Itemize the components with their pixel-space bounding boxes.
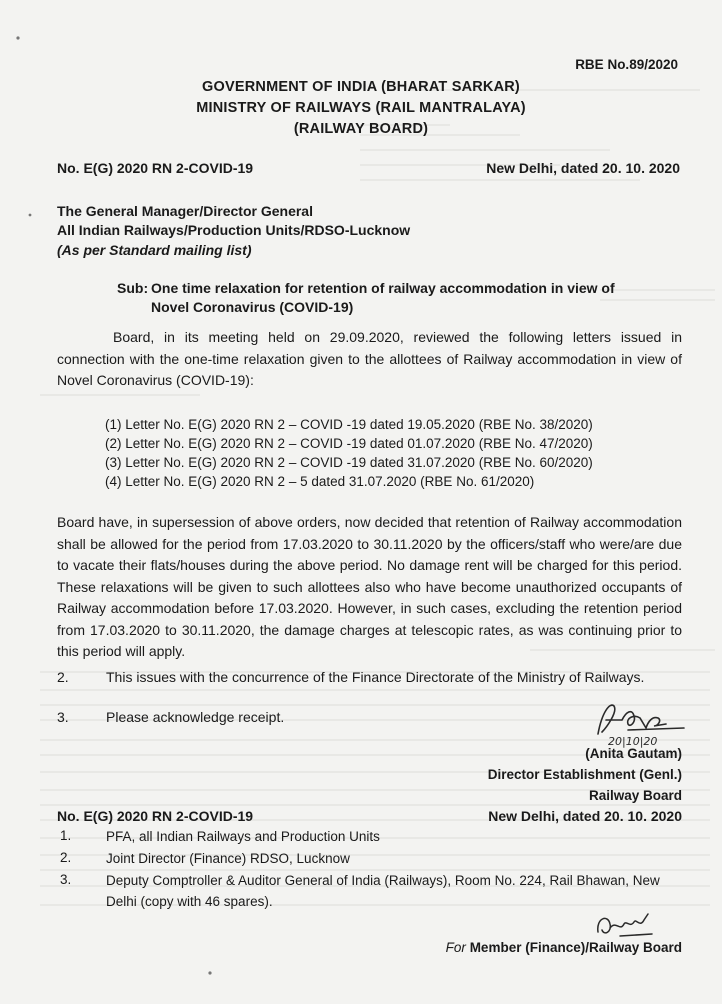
footer-for-label: For: [445, 940, 466, 955]
point-3-text: Please acknowledge receipt.: [106, 709, 285, 725]
header-government: GOVERNMENT OF INDIA (BHARAT SARKAR): [202, 79, 520, 95]
header-ministry: MINISTRY OF RAILWAYS (RAIL MANTRALAYA): [196, 100, 526, 116]
copy-date: New Delhi, dated 20. 10. 2020: [488, 808, 682, 824]
header-board: (RAILWAY BOARD): [293, 121, 429, 137]
letter-number: No. E(G) 2020 RN 2-COVID-19: [57, 160, 254, 176]
footer-for-line: [446, 940, 682, 955]
copy-item-2-number: 2.: [60, 850, 72, 865]
point-2-number: 2.: [57, 669, 69, 685]
copy-item-1-text: PFA, all Indian Railways and Production Units: [106, 829, 380, 844]
footer-for-office: Member (Finance)/Railway Board: [469, 940, 682, 955]
second-signature: [590, 908, 660, 944]
point-2-text: This issues with the concurrence of the Finance Directorate of the Ministry of Railways.: [106, 669, 645, 685]
rbe-number: RBE No.89/2020: [575, 57, 678, 72]
signatory-office: Railway Board: [588, 788, 682, 803]
addressee-line-3: (As per Standard mailing list): [57, 242, 252, 258]
handwritten-date: 20|10|20: [608, 735, 658, 748]
subject-line-1: One time relaxation for retention of railway accommodation in view of: [151, 280, 615, 296]
subject-line-2: Novel Coronavirus (COVID-19): [151, 299, 354, 315]
paragraph-1: Board, in its meeting held on 29.09.2020, reviewed the following letters issued in connection with the one-time relaxation given to the allottees of Railway accommodation in view of Novel Coronavirus (COVID-19):: [57, 329, 682, 388]
copy-letter-number: No. E(G) 2020 RN 2-COVID-19: [57, 808, 254, 824]
copy-item-1-number: 1.: [60, 828, 72, 843]
letter-date: New Delhi, dated 20. 10. 2020: [486, 160, 680, 176]
addressee-line-2: All Indian Railways/Production Units/RDSO-Lucknow: [57, 222, 411, 238]
handwritten-signature: [588, 698, 688, 748]
letter-item-4: (4) Letter No. E(G) 2020 RN 2 – 5 dated 31.07.2020 (RBE No. 61/2020): [105, 474, 535, 489]
paragraph-2: Board have, in supersession of above orders, now decided that retention of Railway accommodation shall be allowed for the period from 17.03.2020 to 30.11.2020 by the officers/staff who were/are due to vacate their flats/houses during the above period. No damage rent will be charged for this period. These relaxations will be given to such allottees also who have become unauthorized occupants of Railway accommodation before 17.03.2020. However, in such cases, excluding the retention period from 17.03.2020 to 30.11.2020, the damage charges at telescopic rates, as was continuing prior to this period will apply.: [57, 514, 682, 659]
letter-item-1: (1) Letter No. E(G) 2020 RN 2 – COVID -19 dated 19.05.2020 (RBE No. 38/2020): [105, 417, 593, 432]
letter-item-3: (3) Letter No. E(G) 2020 RN 2 – COVID -19 dated 31.07.2020 (RBE No. 60/2020): [105, 455, 593, 470]
copy-item-3-number: 3.: [60, 872, 72, 887]
point-3-number: 3.: [57, 709, 69, 725]
signatory-name: (Anita Gautam): [585, 746, 682, 761]
subject-label: Sub:: [117, 280, 149, 296]
letter-item-2: (2) Letter No. E(G) 2020 RN 2 – COVID -19 dated 01.07.2020 (RBE No. 47/2020): [105, 436, 593, 451]
addressee-line-1: The General Manager/Director General: [57, 203, 313, 219]
copy-item-2-text: Joint Director (Finance) RDSO, Lucknow: [106, 851, 350, 866]
signatory-designation: Director Establishment (Genl.): [487, 767, 682, 782]
copy-item-3-text: Deputy Comptroller & Auditor General of India (Railways), Room No. 224, Rail Bhawan, New Delhi (copy with 46 spares).: [106, 873, 660, 909]
